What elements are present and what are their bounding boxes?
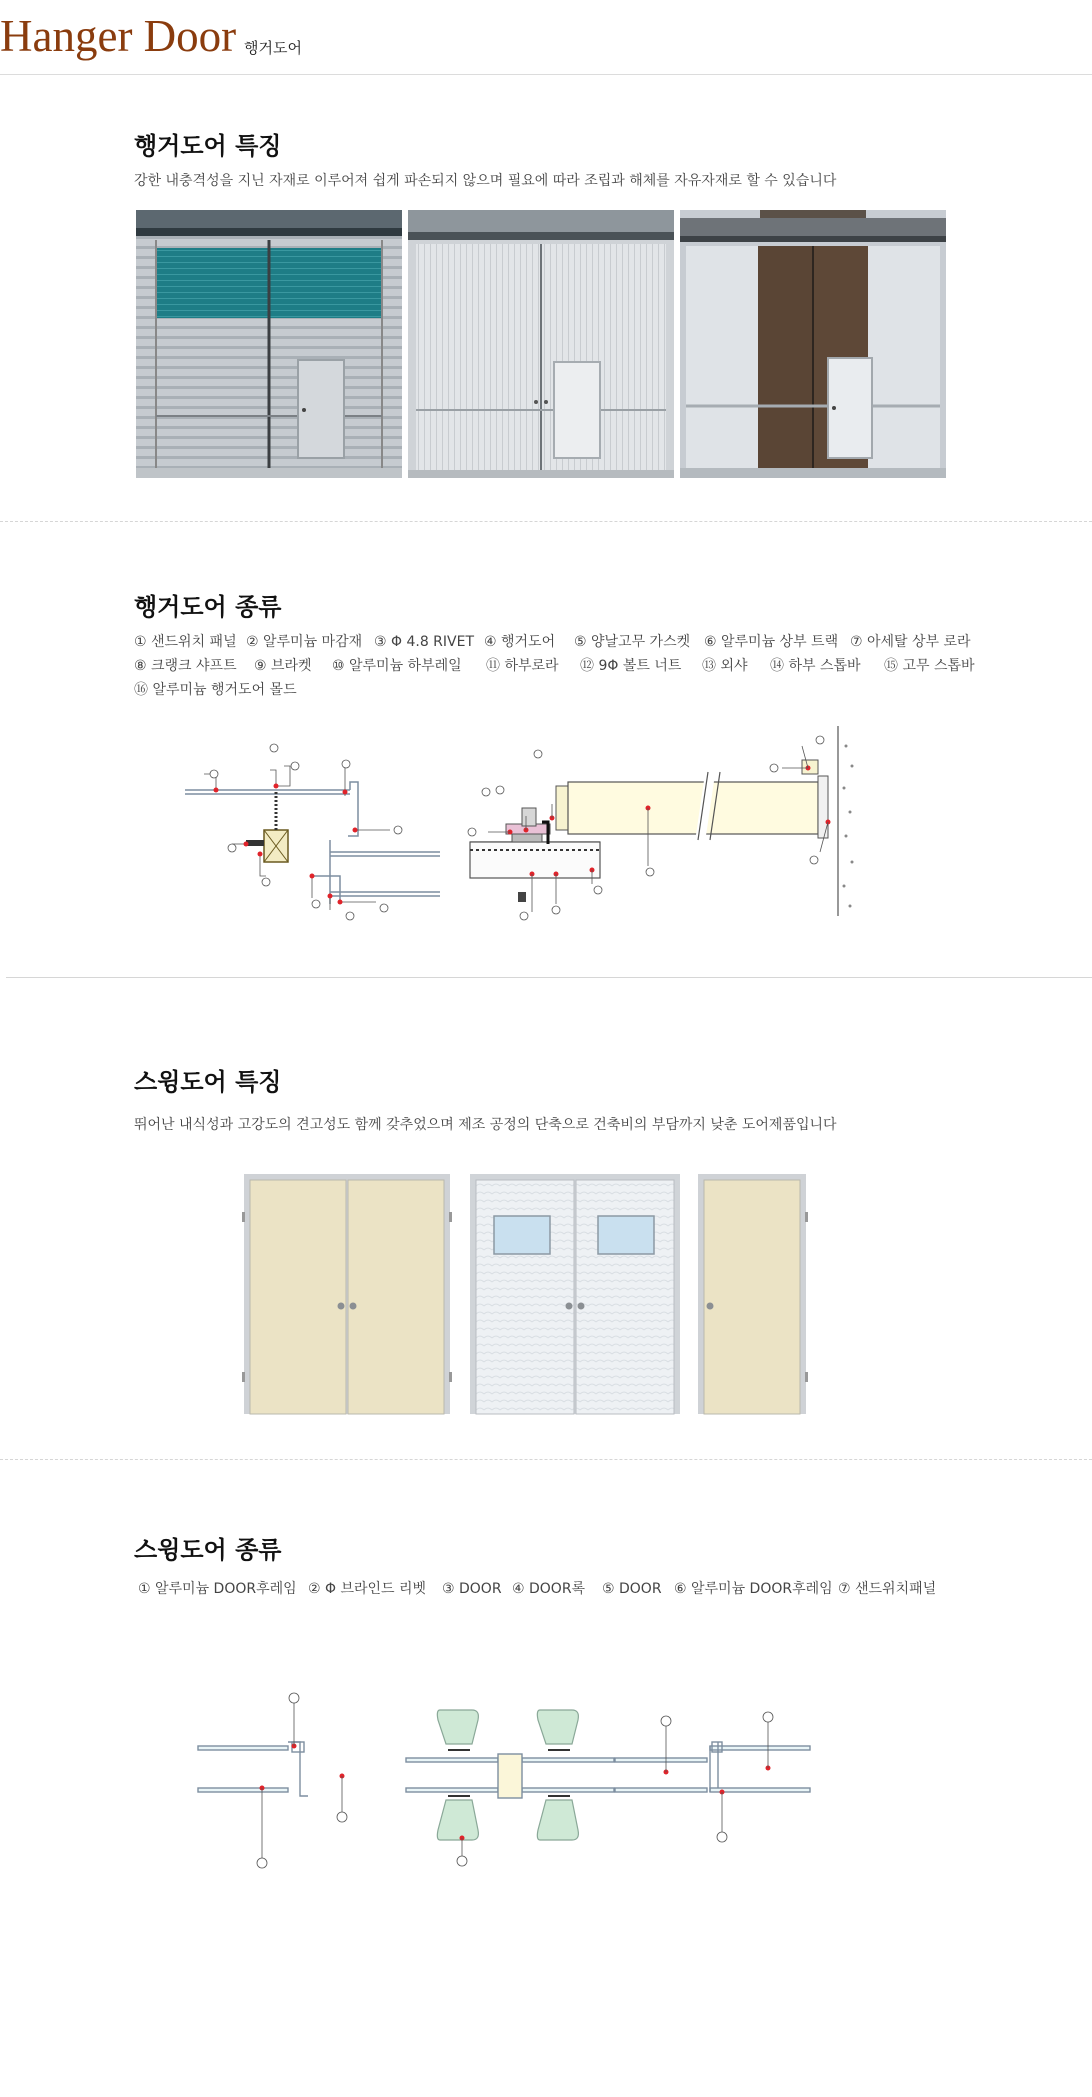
hanger-features-description: 강한 내충격성을 지닌 자재로 이루어져 쉽게 파손되지 않으며 필요에 따라 조립과 해체를 자유자재로 할 수 있습니다 [134,173,837,189]
hanger-door-photo-wood [680,210,946,478]
hanger-parts-row-3 [134,678,1034,702]
hanger-part-12: ⑫ 9Φ 볼트 너트 [580,658,682,674]
swing-types-title: 스윙도어 종류 [134,1536,282,1564]
swing-features-description: 뛰어난 내식성과 고강도의 견고성도 함께 갖추었으며 제조 공정의 단축으로 건축비의 부담까지 낮춘 도어제품입니다 [134,1117,837,1133]
swing-door-double-beige [242,1172,452,1416]
swing-part-6: ⑥ 알루미늄 DOOR후레임 [674,1581,833,1597]
brand-title: Hanger Door [0,11,237,61]
brand-subtitle: 행거도어 [244,39,302,57]
hanger-features-title: 행거도어 특징 [134,132,282,160]
swing-door-single-beige [696,1172,808,1416]
hanger-part-4: ④ 행거도어 [484,634,556,650]
swing-part-5: ⑤ DOOR [602,1581,662,1597]
section-divider-1 [0,521,1092,522]
hanger-types-title: 행거도어 종류 [134,593,282,621]
hanger-part-10: ⑩ 알루미늄 하부레일 [332,658,462,674]
swing-part-3: ③ DOOR [442,1581,502,1597]
swing-part-7: ⑦ 샌드위치패널 [838,1581,937,1597]
hanger-parts-row-1 [134,630,1034,654]
swing-part-1: ① 알루미늄 DOOR후레임 [138,1581,297,1597]
hanger-part-7: ⑦ 아세탈 상부 로라 [850,634,971,650]
hanger-part-5: ⑤ 양날고무 가스켓 [574,634,691,650]
hanger-part-16: ⑯ 알루미늄 행거도어 몰드 [134,682,297,698]
hanger-door-photo-white [408,210,674,478]
hanger-part-13: ⑬ 외샤 [702,658,748,674]
swing-features-title: 스윙도어 특징 [134,1068,282,1096]
hanger-door-section-diagram [180,726,880,926]
section-divider-2 [6,977,1092,978]
hanger-part-3: ③ Φ 4.8 RIVET [374,634,475,650]
section-divider-3 [0,1459,1092,1460]
swing-door-section-diagram [190,1680,830,1880]
swing-parts-row [138,1577,1038,1601]
hanger-door-photo-teal [136,210,402,478]
hanger-parts-row-2 [134,654,1034,678]
swing-door-double-window [468,1172,682,1416]
hanger-part-8: ⑧ 크랭크 샤프트 [134,658,237,674]
hanger-part-6: ⑥ 알루미늄 상부 트랙 [704,634,839,650]
hanger-part-2: ② 알루미늄 마감재 [246,634,363,650]
page-header [0,0,1092,75]
hanger-part-1: ① 샌드위치 패널 [134,634,237,650]
hanger-part-11: ⑪ 하부로라 [486,658,559,674]
hanger-part-9: ⑨ 브라켓 [254,658,312,674]
swing-part-2: ② Φ 브라인드 리벳 [308,1581,427,1597]
hanger-part-14: ⑭ 하부 스톱바 [770,658,861,674]
swing-part-4: ④ DOOR록 [512,1581,586,1597]
hanger-part-15: ⑮ 고무 스톱바 [884,658,975,674]
